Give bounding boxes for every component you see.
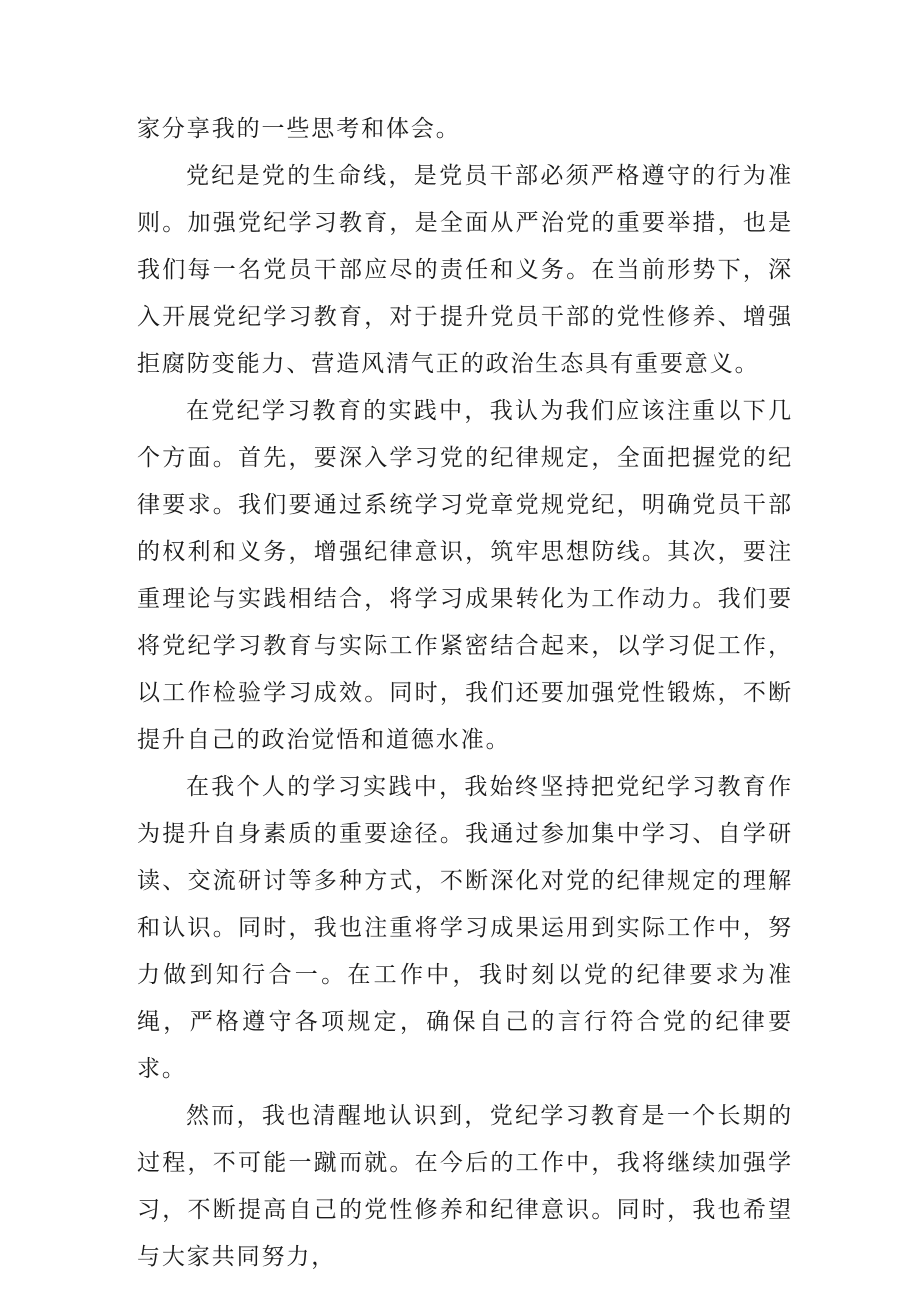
paragraph-party-discipline-importance: 党纪是党的生命线，是党员干部必须严格遵守的行为准则。加强党纪学习教育，是全面从严治党的重要举措，也是我们每一名党员干部应尽的责任和义务。在当前形势下，深入开展党纪学习教育，对于提升党员干部的党性修养、增强拒腐防变能力、营造风清气正的政治生态具有重要意义。: [137, 163, 793, 377]
paragraph-personal-practice: 在我个人的学习实践中，我始终坚持把党纪学习教育作为提升自身素质的重要途径。我通过参加集中学习、自学研读、交流研讨等多种方式，不断深化对党的纪律规定的理解和认识。同时，我也注重将学习成果运用到实际工作中，努力做到知行合一。在工作中，我时刻以党的纪律要求为准绳，严格遵守各项规定，确保自己的言行符合党的纪律要求。: [137, 774, 793, 1082]
paragraph-long-term-process: 然而，我也清醒地认识到，党纪学习教育是一个长期的过程，不可能一蹴而就。在今后的工作中，我将继续加强学习，不断提高自己的党性修养和纪律意识。同时，我也希望与大家共同努力，: [137, 1103, 793, 1270]
paragraph-continuation: 家分享我的一些思考和体会。: [137, 116, 461, 142]
document-body: [137, 106, 793, 1281]
paragraph-practice-aspects: 在党纪学习教育的实践中，我认为我们应该注重以下几个方面。首先，要深入学习党的纪律规定，全面把握党的纪律要求。我们要通过系统学习党章党规党纪，明确党员干部的权利和义务，增强纪律意识，筑牢思想防线。其次，要注重理论与实践相结合，将学习成果转化为工作动力。我们要将党纪学习教育与实际工作紧密结合起来，以学习促工作，以工作检验学习成效。同时，我们还要加强党性锻炼，不断提升自己的政治觉悟和道德水准。: [137, 398, 793, 753]
